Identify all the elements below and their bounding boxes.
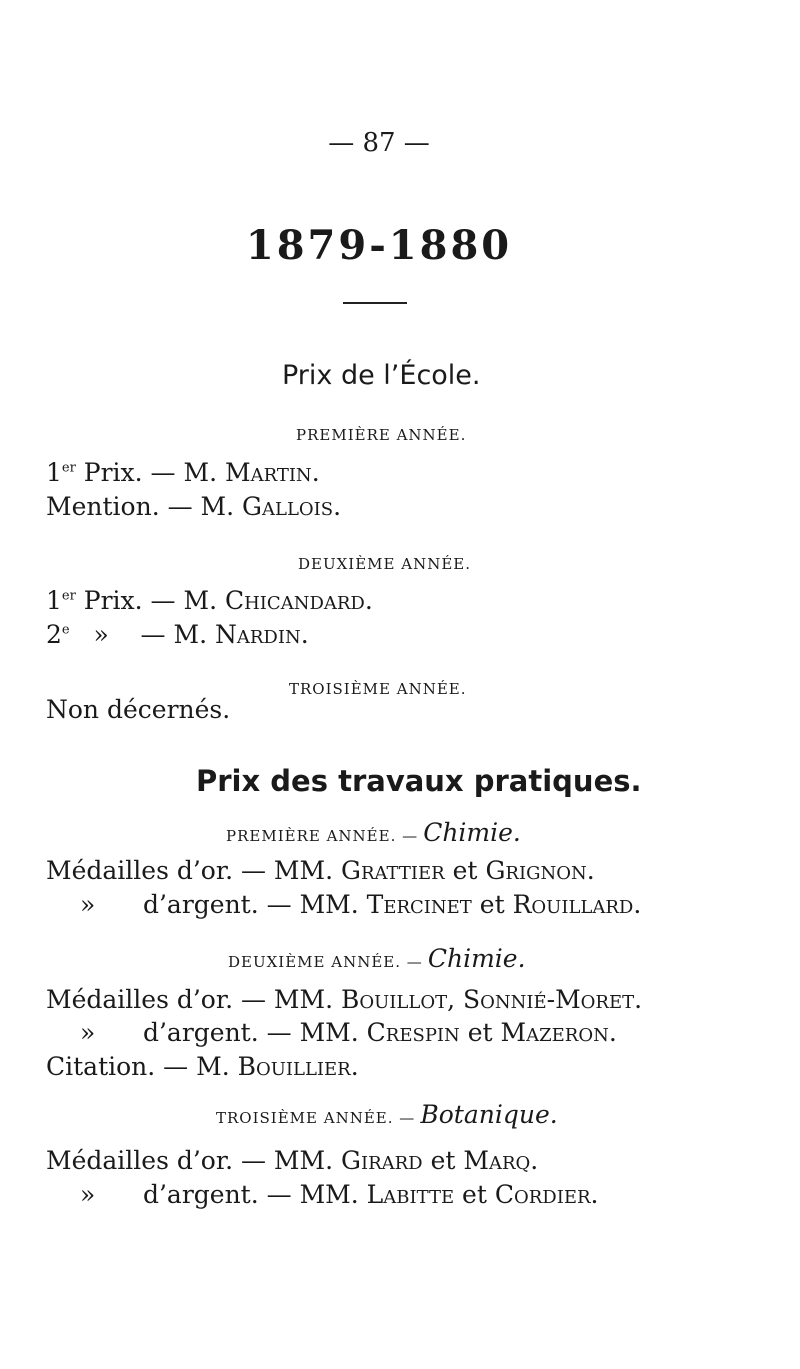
year-label-premiere-chimie: PREMIÈRE ANNÉE. — Chimie. xyxy=(226,818,521,847)
prize-line: 2e » — M. Nardin. xyxy=(46,620,309,649)
section-title-travaux-pratiques: Prix des travaux pratiques. xyxy=(196,764,642,798)
medal-line: Médailles d’or. — MM. Grattier et Grignon. xyxy=(46,856,595,885)
not-awarded-text: Non décernés. xyxy=(46,695,231,724)
medal-line: » d’argent. — MM. Tercinet et Rouillard. xyxy=(80,890,642,919)
divider-rule xyxy=(343,302,407,304)
prize-line: 1er Prix. — M. Chicandard. xyxy=(46,586,373,615)
year-label-troisieme: TROISIÈME ANNÉE. xyxy=(289,680,467,698)
section-title-prix-ecole: Prix de l’École. xyxy=(282,360,481,391)
year-heading: 1879-1880 xyxy=(245,222,513,269)
medal-line: » d’argent. — MM. Labitte et Cordier. xyxy=(80,1180,599,1209)
year-label-deuxieme: DEUXIÈME ANNÉE. xyxy=(298,555,471,573)
citation-line: Citation. — M. Bouillier. xyxy=(46,1052,359,1081)
medal-line: » d’argent. — MM. Crespin et Mazeron. xyxy=(80,1018,617,1047)
prize-line: 1er Prix. — M. Martin. xyxy=(46,458,320,487)
year-label-deuxieme-chimie: DEUXIÈME ANNÉE. — Chimie. xyxy=(228,944,526,973)
prize-line: Mention. — M. Gallois. xyxy=(46,492,342,521)
year-label-troisieme-botanique: TROISIÈME ANNÉE. — Botanique. xyxy=(216,1100,558,1129)
medal-line: Médailles d’or. — MM. Bouillot, Sonnié-Moret. xyxy=(46,985,643,1014)
page-number: — 87 — xyxy=(328,128,430,158)
year-label-premiere: PREMIÈRE ANNÉE. xyxy=(296,426,467,444)
medal-line: Médailles d’or. — MM. Girard et Marq. xyxy=(46,1146,539,1175)
